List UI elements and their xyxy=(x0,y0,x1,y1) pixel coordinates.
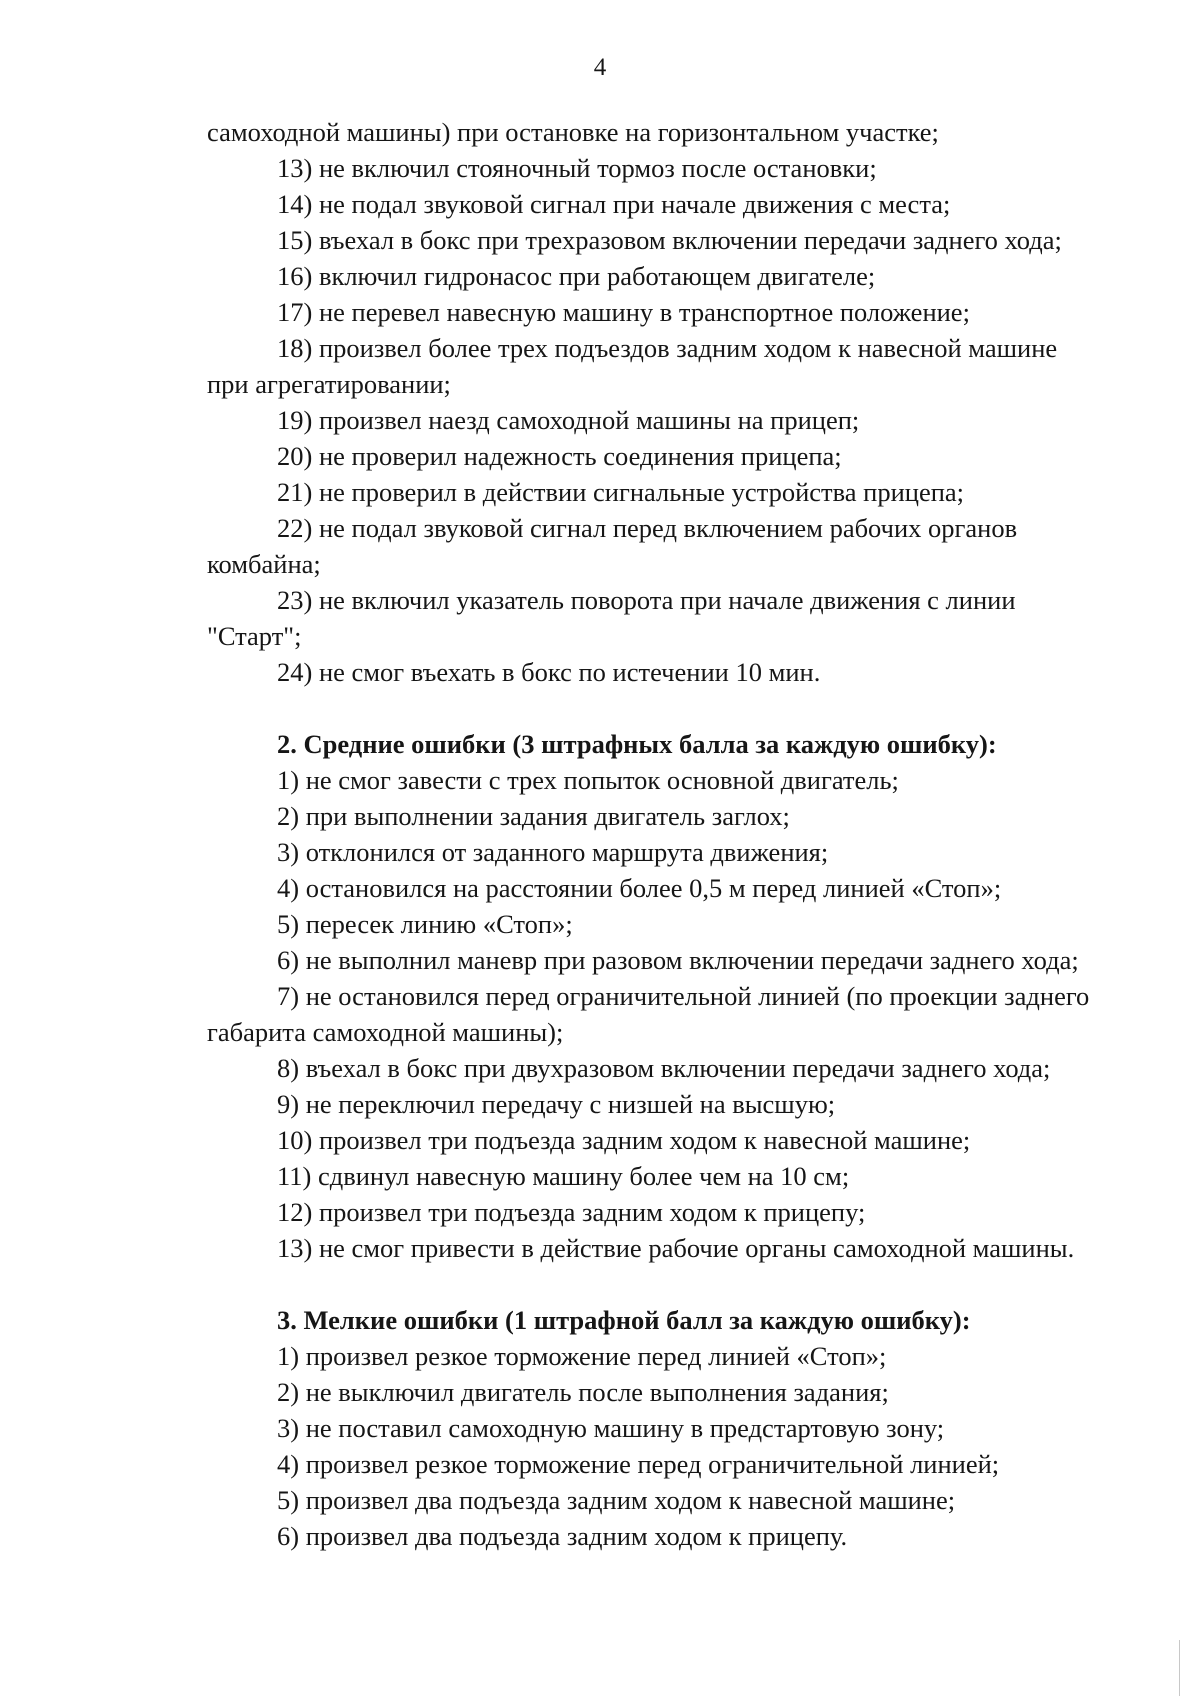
list-item-text: 17) не перевел навесную машину в транспортное положение; xyxy=(277,297,970,327)
list-item-text: 5) произвел два подъезда задним ходом к навесной машине; xyxy=(277,1485,956,1515)
page-number: 4 xyxy=(593,54,607,81)
list-item xyxy=(207,1518,1127,1554)
list-item xyxy=(207,1482,1127,1518)
list-item-continuation: комбайна; xyxy=(207,549,321,579)
list-item xyxy=(207,1050,1127,1086)
list-item-text: 8) въехал в бокс при двухразовом включении передачи заднего хода; xyxy=(277,1053,1051,1083)
list-item-text: 2) не выключил двигатель после выполнения задания; xyxy=(277,1377,889,1407)
list-item xyxy=(207,402,1127,438)
list-item-text: 2) при выполнении задания двигатель заглох; xyxy=(277,801,790,831)
list-item-text: 9) не переключил передачу с низшей на высшую; xyxy=(277,1089,836,1119)
list-item-text: 12) произвел три подъезда задним ходом к прицепу; xyxy=(277,1197,866,1227)
list-item xyxy=(207,222,1127,258)
list-item xyxy=(207,510,1127,582)
list-item xyxy=(207,1086,1127,1122)
list-item-text: 21) не проверил в действии сигнальные устройства прицепа; xyxy=(277,477,965,507)
list-item xyxy=(207,582,1127,654)
list-item xyxy=(207,438,1127,474)
section-2-heading: 2. Средние ошибки (3 штрафных балла за каждую ошибку): xyxy=(277,729,997,759)
list-item xyxy=(207,654,1127,690)
list-item xyxy=(207,150,1127,186)
list-item xyxy=(207,942,1127,978)
list-item-text: 10) произвел три подъезда задним ходом к навесной машине; xyxy=(277,1125,971,1155)
list-item-text: 14) не подал звуковой сигнал при начале движения с места; xyxy=(277,189,951,219)
list-item-text: 20) не проверил надежность соединения прицепа; xyxy=(277,441,842,471)
list-item xyxy=(207,186,1127,222)
list-item xyxy=(207,834,1127,870)
list-item xyxy=(207,798,1127,834)
document-body xyxy=(207,114,1127,1554)
list-section-2 xyxy=(207,762,1127,1266)
list-item xyxy=(207,1194,1127,1230)
list-item-text: 24) не смог въехать в бокс по истечении 10 мин. xyxy=(277,657,821,687)
list-section-1-continued xyxy=(207,150,1127,690)
list-item-text: 23) не включил указатель поворота при начале движения с линии xyxy=(277,585,1016,615)
list-item-text: 6) не выполнил маневр при разовом включении передачи заднего хода; xyxy=(277,945,1079,975)
list-item-text: 4) остановился на расстоянии более 0,5 м перед линией «Стоп»; xyxy=(277,873,1002,903)
list-item xyxy=(207,294,1127,330)
list-item-text: 6) произвел два подъезда задним ходом к прицепу. xyxy=(277,1521,848,1551)
list-item xyxy=(207,762,1127,798)
list-item xyxy=(207,978,1127,1050)
list-section-3 xyxy=(207,1338,1127,1554)
scan-edge-mark xyxy=(1179,1640,1180,1696)
list-item-continuation: габарита самоходной машины); xyxy=(207,1017,564,1047)
list-item-text: 7) не остановился перед ограничительной линией (по проекции заднего xyxy=(277,981,1090,1011)
list-item xyxy=(207,330,1127,402)
list-item xyxy=(207,1446,1127,1482)
list-item xyxy=(207,1230,1127,1266)
list-item-text: 11) сдвинул навесную машину более чем на 10 см; xyxy=(277,1161,850,1191)
list-item xyxy=(207,1410,1127,1446)
list-item xyxy=(207,1374,1127,1410)
list-item-continuation: при агрегатировании; xyxy=(207,369,451,399)
list-item-text: 18) произвел более трех подъездов задним ходом к навесной машине xyxy=(277,333,1058,363)
list-item-text: 1) не смог завести с трех попыток основной двигатель; xyxy=(277,765,899,795)
list-item-text: 15) въехал в бокс при трехразовом включении передачи заднего хода; xyxy=(277,225,1062,255)
section-3-heading: 3. Мелкие ошибки (1 штрафной балл за каждую ошибку): xyxy=(277,1305,971,1335)
list-item xyxy=(207,906,1127,942)
list-item-text: 13) не включил стояночный тормоз после остановки; xyxy=(277,153,877,183)
continued-text: самоходной машины) при остановке на горизонтальном участке; xyxy=(207,117,939,147)
list-item-text: 3) отклонился от заданного маршрута движения; xyxy=(277,837,829,867)
list-item-text: 3) не поставил самоходную машину в предстартовую зону; xyxy=(277,1413,945,1443)
list-item xyxy=(207,870,1127,906)
list-item xyxy=(207,1122,1127,1158)
list-item-text: 13) не смог привести в действие рабочие органы самоходной машины. xyxy=(277,1233,1075,1263)
list-item-text: 5) пересек линию «Стоп»; xyxy=(277,909,573,939)
list-item xyxy=(207,1158,1127,1194)
list-item xyxy=(207,474,1127,510)
list-item-continuation: "Старт"; xyxy=(207,621,302,651)
list-item xyxy=(207,1338,1127,1374)
list-item-text: 4) произвел резкое торможение перед ограничительной линией; xyxy=(277,1449,1000,1479)
list-item-text: 22) не подал звуковой сигнал перед включением рабочих органов xyxy=(277,513,1018,543)
list-item-text: 16) включил гидронасос при работающем двигателе; xyxy=(277,261,876,291)
list-item-text: 1) произвел резкое торможение перед линией «Стоп»; xyxy=(277,1341,887,1371)
list-item xyxy=(207,258,1127,294)
list-item-text: 19) произвел наезд самоходной машины на прицеп; xyxy=(277,405,860,435)
